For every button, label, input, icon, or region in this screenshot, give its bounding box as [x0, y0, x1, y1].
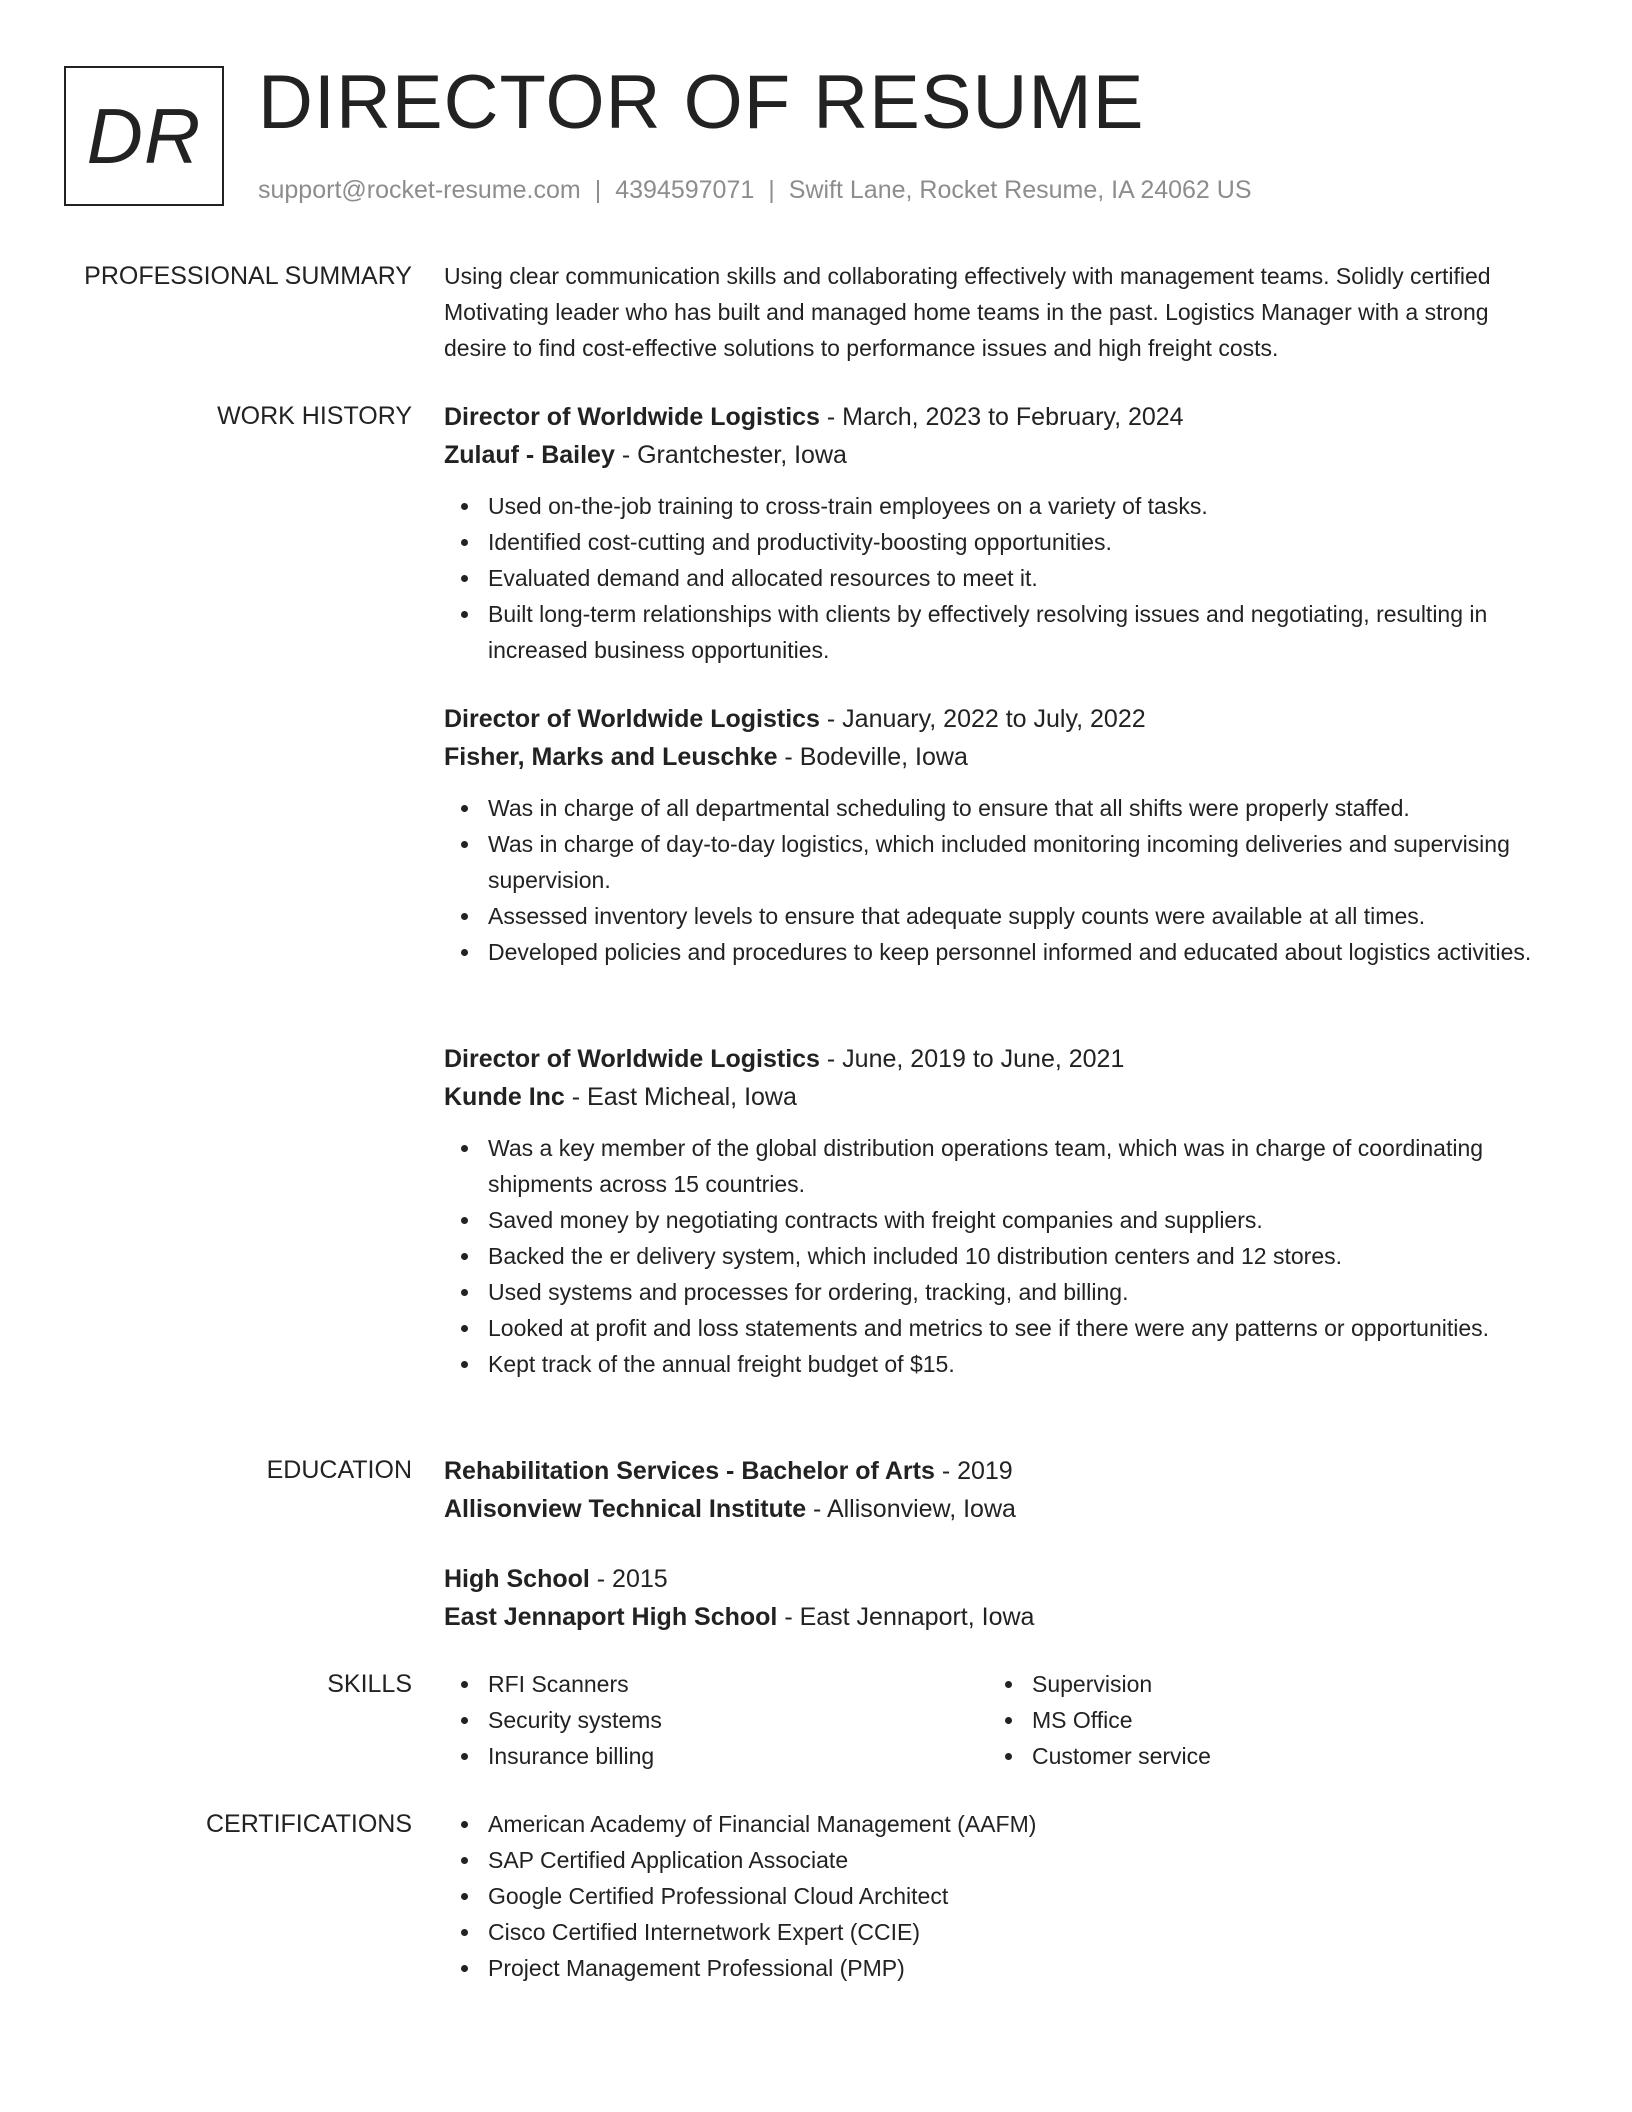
candidate-name: DIRECTOR OF RESUME [258, 60, 1145, 145]
contact-email: support@rocket-resume.com [258, 176, 581, 204]
section-label: PROFESSIONAL SUMMARY [84, 262, 412, 290]
list-item: Looked at profit and loss statements and metrics to see if there were any patterns or opportunities. [444, 1310, 1556, 1346]
list-item: Backed the er delivery system, which included 10 distribution centers and 12 stores. [444, 1238, 1556, 1274]
contact-line [258, 174, 1252, 206]
section-label: CERTIFICATIONS [205, 1810, 412, 1838]
degree: Rehabilitation Services - Bachelor of Arts [444, 1457, 935, 1485]
list-item: Used on-the-job training to cross-train employees on a variety of tasks. [444, 488, 1556, 524]
list-item: Evaluated demand and allocated resources to meet it. [444, 560, 1556, 596]
job-company: Kunde Inc [444, 1083, 565, 1111]
list-item: Cisco Certified Internetwork Expert (CCIE) [444, 1914, 1556, 1950]
job-location: - Grantchester, Iowa [614, 441, 847, 469]
contact-phone: 4394597071 [615, 176, 755, 204]
job-entry [444, 398, 1556, 668]
job-org-line [444, 436, 1556, 474]
job-company: Fisher, Marks and Leuschke [444, 743, 778, 771]
school-line [444, 1598, 1556, 1636]
degree-line [444, 1452, 1556, 1490]
school-name: East Jennaport High School [444, 1603, 778, 1631]
list-item: Developed policies and procedures to keep personnel informed and educated about logistics activities. [444, 934, 1556, 970]
school-line [444, 1490, 1556, 1528]
list-item: Saved money by negotiating contracts with freight companies and suppliers. [444, 1202, 1556, 1238]
list-item: Identified cost-cutting and productivity-boosting opportunities. [444, 524, 1556, 560]
list-item: Was in charge of day-to-day logistics, which included monitoring incoming deliveries and supervising supervision. [444, 826, 1556, 898]
list-item: Project Management Professional (PMP) [444, 1950, 1556, 1986]
list-item: SAP Certified Application Associate [444, 1842, 1556, 1878]
list-item: Built long-term relationships with clients by effectively resolving issues and negotiating, resulting in increased business opportunities. [444, 596, 1556, 668]
list-item: Was a key member of the global distribution operations team, which was in charge of coordinating shipments across 15 countries. [444, 1130, 1556, 1202]
education-entry [444, 1560, 1556, 1636]
job-location: - East Micheal, Iowa [564, 1083, 797, 1111]
job-bullets [444, 790, 1556, 970]
education-entry [444, 1452, 1556, 1528]
contact-separator: | [768, 176, 775, 204]
list-item: Google Certified Professional Cloud Architect [444, 1878, 1556, 1914]
job-title: Director of Worldwide Logistics [444, 705, 820, 733]
job-location: - Bodeville, Iowa [777, 743, 968, 771]
list-item: MS Office [988, 1702, 1508, 1738]
degree: High School [444, 1565, 590, 1593]
job-dates: - June, 2019 to June, 2021 [819, 1045, 1125, 1073]
job-dates: - January, 2022 to July, 2022 [819, 705, 1146, 733]
list-item: Used systems and processes for ordering, tracking, and billing. [444, 1274, 1556, 1310]
job-title-line [444, 700, 1556, 738]
section-label: WORK HISTORY [217, 402, 412, 430]
skills-list-left [444, 1666, 964, 1774]
job-entry [444, 1040, 1556, 1382]
list-item: Supervision [988, 1666, 1508, 1702]
list-item: Assessed inventory levels to ensure that adequate supply counts were available at all times. [444, 898, 1556, 934]
degree-line [444, 1560, 1556, 1598]
school-location: - Allisonview, Iowa [806, 1495, 1016, 1523]
job-bullets [444, 1130, 1556, 1382]
contact-separator: | [594, 176, 602, 204]
list-item: Insurance billing [444, 1738, 964, 1774]
list-item: RFI Scanners [444, 1666, 964, 1702]
graduation-year: - 2019 [934, 1457, 1013, 1485]
contact-address: Swift Lane, Rocket Resume, IA 24062 US [788, 176, 1252, 204]
summary-text: Using clear communication skills and collaborating effectively with management teams. Solidly certified Motivating leader who has built and managed home teams in the past. Logistics Manager with a strong desire to find cost-effective solutions to performance issues and high freight costs. [444, 263, 1491, 361]
list-item: Customer service [988, 1738, 1508, 1774]
job-title-line [444, 1040, 1556, 1078]
job-org-line [444, 1078, 1556, 1116]
job-company: Zulauf - Bailey [444, 441, 615, 469]
monogram-box [64, 66, 224, 206]
job-title: Director of Worldwide Logistics [444, 403, 820, 431]
job-entry [444, 700, 1556, 970]
monogram-initials: DR [86, 91, 202, 180]
summary-body [444, 258, 1556, 366]
section-label: SKILLS [327, 1670, 412, 1698]
job-title: Director of Worldwide Logistics [444, 1045, 820, 1073]
list-item: Security systems [444, 1702, 964, 1738]
job-dates: - March, 2023 to February, 2024 [819, 403, 1184, 431]
school-location: - East Jennaport, Iowa [777, 1603, 1035, 1631]
job-bullets [444, 488, 1556, 668]
certifications-body [444, 1806, 1556, 1986]
list-item: Kept track of the annual freight budget of $15. [444, 1346, 1556, 1382]
graduation-year: - 2015 [589, 1565, 668, 1593]
job-org-line [444, 738, 1556, 776]
section-label: EDUCATION [266, 1456, 412, 1484]
list-item: Was in charge of all departmental scheduling to ensure that all shifts were properly staffed. [444, 790, 1556, 826]
skills-list-right [988, 1666, 1508, 1774]
certifications-list [444, 1806, 1556, 1986]
job-title-line [444, 398, 1556, 436]
school-name: Allisonview Technical Institute [444, 1495, 807, 1523]
list-item: American Academy of Financial Management (AAFM) [444, 1806, 1556, 1842]
